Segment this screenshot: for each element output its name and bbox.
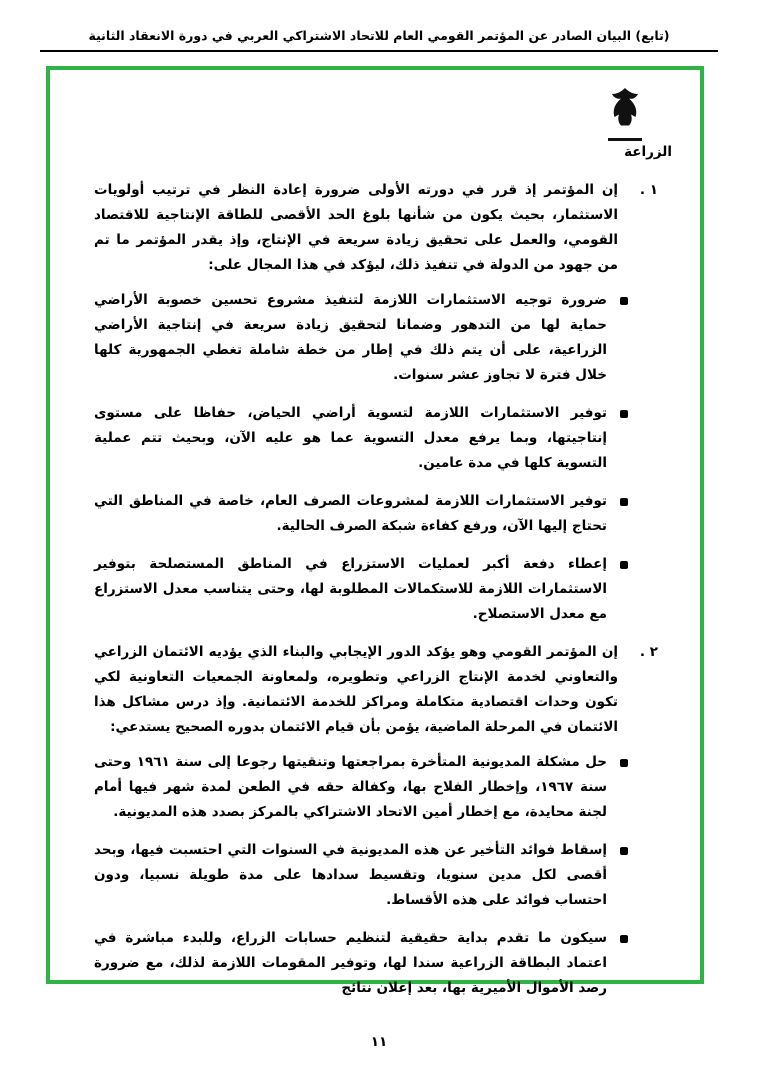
- item-paragraph: إن المؤتمر إذ قرر في دورته الأولى ضرورة إعادة النظر في ترتيب أولويات الاستثمار، بحيث يكون من شأنها بلوغ الحد الأقصى للطاقة الإنتاجية للاقتصاد القومي، والعمل على تحقيق زيادة سريعة في الإنتاج، وإذ يقدر المؤتمر ما تم من جهود من الدولة في تنفيذ ذلك، ليؤكد في هذا المجال على:: [94, 182, 618, 273]
- bullet-icon: [620, 498, 628, 506]
- bullet-paragraph: توفير الاستثمارات اللازمة لمشروعات الصرف العام، خاصة في المناطق التي تحتاج إليها الآن، ورفع كفاءة شبكة الصرف الحالية.: [94, 493, 607, 534]
- item-paragraph: إن المؤتمر القومي وهو يؤكد الدور الإيجابي والبناء الذي يؤديه الائتمان الزراعي والتعاوني لخدمة الإنتاج الزراعي وتطويره، ولمعاونة الجمعيات التعاونية لكي تكون وحدات اقتصادية متكاملة ومراكز للخدمة الائتمانية. وإذ درس مشاكل هذا الائتمان في المرحلة الماضية، يؤمن بأن قيام الائتمان بدوره الصحيح يستدعي:: [94, 644, 618, 735]
- bullet-icon: [620, 410, 628, 418]
- bullet-icon: [620, 847, 628, 855]
- list-item: [94, 750, 628, 825]
- emblem: [602, 86, 648, 141]
- eagle-emblem-icon: [605, 117, 645, 136]
- list-item: [94, 288, 628, 388]
- bullet-icon: [620, 759, 628, 767]
- list-item: [94, 401, 628, 476]
- list-item: [94, 838, 628, 913]
- item-number: ١ .: [639, 182, 658, 198]
- bullet-icon: [620, 935, 628, 943]
- bullet-paragraph: ضرورة توجيه الاستثمارات اللازمة لتنفيذ مشروع تحسين خصوبة الأراضي حماية لها من التدهور وضمانا لتحقيق زيادة سريعة في إنتاجية الأراضي الزراعية، على أن يتم ذلك في إطار من خطة شاملة تغطي الجمهورية كلها خلال فترة لا تجاوز عشر سنوات.: [94, 292, 607, 383]
- list-item: [94, 489, 628, 539]
- bullet-paragraph: سيكون ما تقدم بداية حقيقية لتنظيم حسابات الزراع، وللبدء مباشرة في اعتماد البطاقة الزراعية سندا لها، وتوفير المقومات اللازمة لذلك، مع ضرورة رصد الأموال الأميرية بها، بعد إعلان نتائج: [94, 930, 607, 996]
- bullet-paragraph: إعطاء دفعة أكبر لعمليات الاستزراع في المناطق المستصلحة بتوفير الاستثمارات اللازمة للاستكمالات المطلوبة لها، وحتى يتناسب معدل الاستزراع مع معدل الاستصلاح.: [94, 556, 607, 622]
- page-header-title: (تابع) البيان الصادر عن المؤتمر القومي العام للاتحاد الاشتراكي العربي في دورة الانعقاد الثانية: [40, 28, 718, 52]
- item-number: ٢ .: [639, 644, 658, 660]
- numbered-item: [94, 640, 658, 740]
- bullet-icon: [620, 561, 628, 569]
- bullet-paragraph: إسقاط فوائد التأخير عن هذه المديونية في السنوات التي احتسبت فيها، وبحد أقصى لكل مدين سنويا، وتقسيط سدادها على مدة طويلة نسبيا، ودون احتساب فوائد على هذه الأقساط.: [94, 842, 607, 908]
- list-item: [94, 926, 628, 1001]
- page-number: ١١: [370, 1034, 388, 1050]
- bullet-paragraph: حل مشكلة المديونية المتأخرة بمراجعتها وتنقيتها رجوعا إلى سنة ١٩٦١ وحتى سنة ١٩٦٧، وإخطار الفلاح بها، وكفالة حقه في الطعن لمدة شهر فيها أمام لجنة محايدة، مع إخطار أمين الاتحاد الاشتراكي بالمركز بصدد هذه المديونية.: [94, 754, 607, 820]
- numbered-item: [94, 178, 658, 278]
- green-frame: [46, 66, 704, 996]
- document-body: [94, 178, 658, 1014]
- bullet-paragraph: توفير الاستثمارات اللازمة لتسوية أراضي الحياض، حفاظا على مستوى إنتاجيتها، وبما يرفع معدل التسوية عما هو عليه الآن، وبحيث تتم عملية التسوية كلها في مدة عامين.: [94, 405, 607, 471]
- bullet-icon: [620, 297, 628, 305]
- list-item: [94, 552, 628, 627]
- section-title: الزراعة: [624, 144, 672, 160]
- emblem-caption: [608, 138, 642, 141]
